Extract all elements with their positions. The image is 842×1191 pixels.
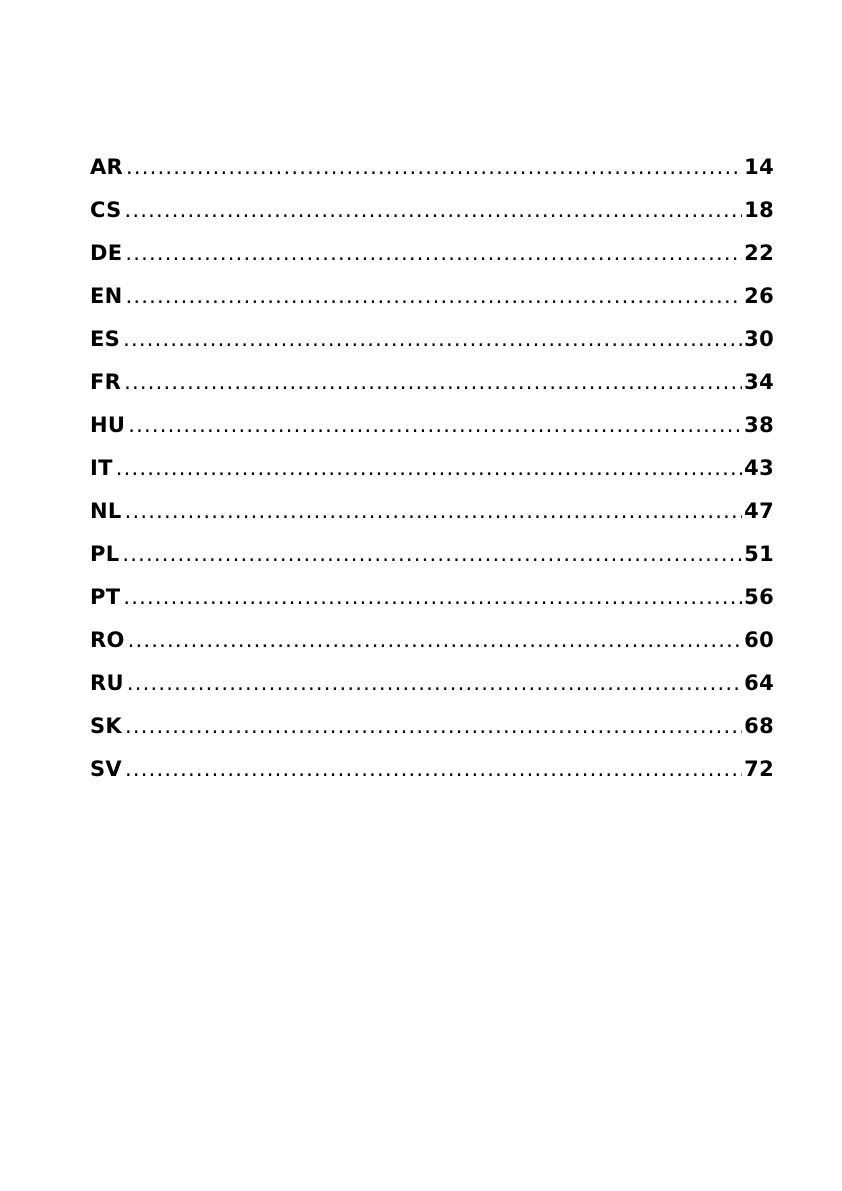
toc-language-code: AR xyxy=(90,155,124,179)
toc-entry-it[interactable] xyxy=(90,453,774,496)
toc-page-number: 72 xyxy=(744,757,774,781)
toc-dot-leader xyxy=(126,152,742,182)
table-of-contents xyxy=(90,152,774,797)
toc-entry-ro[interactable] xyxy=(90,625,774,668)
toc-entry-en[interactable] xyxy=(90,281,774,324)
toc-entry-hu[interactable] xyxy=(90,410,774,453)
toc-dot-leader xyxy=(123,582,742,612)
toc-entry-pl[interactable] xyxy=(90,539,774,582)
toc-dot-leader xyxy=(127,668,742,698)
toc-page-number: 14 xyxy=(744,155,774,179)
toc-page-number: 60 xyxy=(744,628,774,652)
toc-entry-fr[interactable] xyxy=(90,367,774,410)
toc-entry-ru[interactable] xyxy=(90,668,774,711)
toc-page-number: 26 xyxy=(744,284,774,308)
toc-entry-es[interactable] xyxy=(90,324,774,367)
toc-dot-leader xyxy=(125,496,743,526)
toc-dot-leader xyxy=(125,711,742,741)
toc-dot-leader xyxy=(124,367,742,397)
toc-language-code: IT xyxy=(90,456,113,480)
toc-entry-de[interactable] xyxy=(90,238,774,281)
toc-dot-leader xyxy=(125,238,742,268)
toc-entry-nl[interactable] xyxy=(90,496,774,539)
toc-language-code: PL xyxy=(90,542,120,566)
toc-page-number: 56 xyxy=(744,585,774,609)
toc-language-code: HU xyxy=(90,413,126,437)
toc-dot-leader xyxy=(116,453,742,483)
toc-page-number: 38 xyxy=(744,413,774,437)
toc-entry-sk[interactable] xyxy=(90,711,774,754)
toc-dot-leader xyxy=(123,324,742,354)
toc-page-number: 22 xyxy=(744,241,774,265)
toc-language-code: SK xyxy=(90,714,122,738)
toc-page-number: 34 xyxy=(744,370,774,394)
toc-entry-cs[interactable] xyxy=(90,195,774,238)
toc-language-code: ES xyxy=(90,327,121,351)
toc-language-code: PT xyxy=(90,585,121,609)
toc-language-code: CS xyxy=(90,198,122,222)
toc-language-code: DE xyxy=(90,241,123,265)
toc-entry-ar[interactable] xyxy=(90,152,774,195)
toc-language-code: RO xyxy=(90,628,125,652)
toc-entry-pt[interactable] xyxy=(90,582,774,625)
toc-page-number: 51 xyxy=(744,542,774,566)
toc-dot-leader xyxy=(122,539,742,569)
toc-page-number: 43 xyxy=(744,456,774,480)
toc-page-number: 30 xyxy=(744,327,774,351)
toc-dot-leader xyxy=(128,625,743,655)
toc-dot-leader xyxy=(125,195,743,225)
toc-language-code: RU xyxy=(90,671,124,695)
toc-language-code: NL xyxy=(90,499,122,523)
toc-dot-leader xyxy=(126,281,743,311)
toc-language-code: FR xyxy=(90,370,122,394)
toc-language-code: SV xyxy=(90,757,122,781)
toc-entry-sv[interactable] xyxy=(90,754,774,797)
toc-page-number: 47 xyxy=(744,499,774,523)
toc-dot-leader xyxy=(128,410,742,440)
toc-dot-leader xyxy=(125,754,742,784)
toc-page-number: 64 xyxy=(744,671,774,695)
toc-page-number: 18 xyxy=(744,198,774,222)
toc-page-number: 68 xyxy=(744,714,774,738)
toc-language-code: EN xyxy=(90,284,123,308)
